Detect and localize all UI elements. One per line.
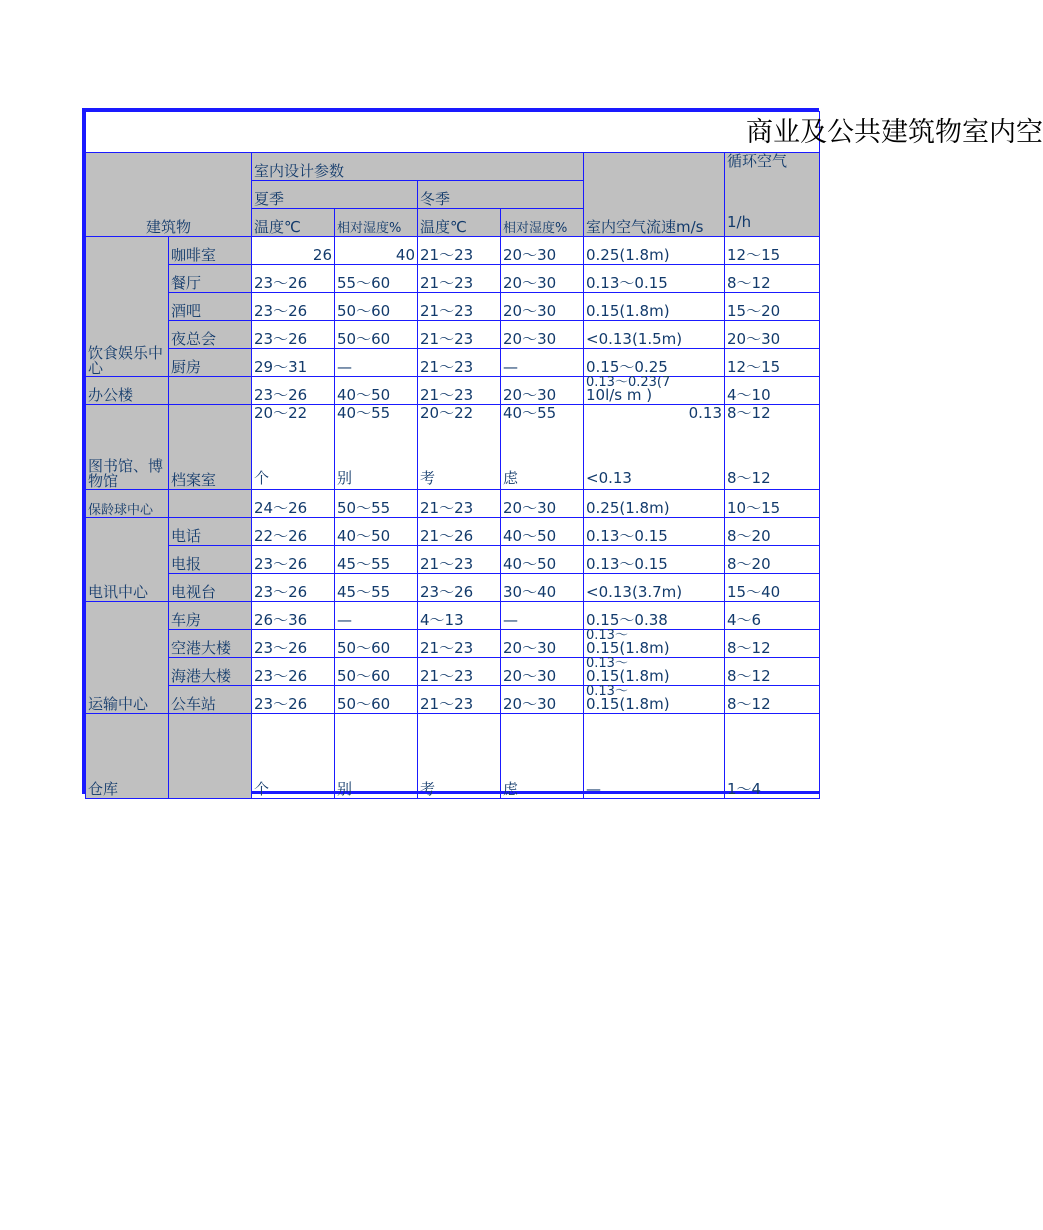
parameter-table: [85, 111, 1043, 799]
library-summer-temp: 20～22: [254, 404, 308, 422]
group-warehouse: 仓库: [86, 714, 169, 799]
archive-summer-temp: 个: [254, 469, 270, 487]
cell: <0.13(3.7m): [584, 574, 725, 602]
row-name: 咖啡室: [169, 237, 252, 265]
cell: —: [501, 349, 584, 377]
airflow-value: 0.15(1.8m): [586, 667, 670, 685]
table-row: [86, 630, 820, 658]
cell: 4～13: [418, 602, 501, 630]
cell: 50～60: [335, 321, 418, 349]
cell: 21～23: [418, 658, 501, 686]
cell: 21～23: [418, 265, 501, 293]
cell: 40～50: [335, 518, 418, 546]
table-title: 商业及公共建筑物室内空: [86, 112, 820, 153]
archive-summer-rh: 别: [337, 469, 353, 487]
archive-airflow: <0.13: [586, 469, 632, 487]
cell: 0.25(1.8m): [584, 237, 725, 265]
cell: 20～30: [501, 377, 584, 405]
table-row: [86, 714, 820, 799]
library-airflow: 0.13: [688, 404, 722, 422]
circulation-header: [725, 153, 820, 237]
cell: —: [501, 602, 584, 630]
cell: 22～26: [252, 518, 335, 546]
cell: —: [335, 349, 418, 377]
cell: 55～60: [335, 265, 418, 293]
winter-temp-header: 温度℃: [418, 209, 501, 237]
winter-rh-header: 相对湿度%: [501, 209, 584, 237]
cell: 8～20: [725, 546, 820, 574]
cell: 0.13～0.15: [584, 546, 725, 574]
cell: 0.25(1.8m): [584, 490, 725, 518]
cell: 8～12: [725, 630, 820, 658]
cell: 50～60: [335, 658, 418, 686]
archive-winter-rh: 虑: [503, 469, 519, 487]
cell: 21～23: [418, 686, 501, 714]
cell: 20～30: [501, 321, 584, 349]
group-dining: 饮食娱乐中心: [86, 237, 169, 377]
cell: 23～26: [252, 293, 335, 321]
cell: 20～30: [501, 658, 584, 686]
cell: [335, 405, 418, 490]
airflow-header: 室内空气流速m/s: [584, 153, 725, 237]
group-office: 办公楼: [86, 377, 169, 405]
airflow-value: 0.15(1.8m): [586, 639, 670, 657]
cell: 20～30: [501, 490, 584, 518]
cell: 21～23: [418, 293, 501, 321]
row-name: 电视台: [169, 574, 252, 602]
cell: 20～30: [501, 630, 584, 658]
building-header: 建筑物: [86, 153, 252, 237]
cell: 50～60: [335, 686, 418, 714]
spreadsheet: [82, 108, 1043, 798]
cell: 23～26: [418, 574, 501, 602]
cell: 21～23: [418, 630, 501, 658]
row-name: 电报: [169, 546, 252, 574]
cell: 21～23: [418, 546, 501, 574]
cell: 30～40: [501, 574, 584, 602]
table-row: [86, 686, 820, 714]
row-name: 空港大楼: [169, 630, 252, 658]
cell: 15～20: [725, 293, 820, 321]
row-name: 公车站: [169, 686, 252, 714]
row-name: 电话: [169, 518, 252, 546]
library-circulation: 8～12: [727, 404, 771, 422]
cell: [725, 405, 820, 490]
cell: 20～30: [501, 237, 584, 265]
table-row: [86, 574, 820, 602]
cell: 15～40: [725, 574, 820, 602]
table-row: [86, 293, 820, 321]
cell: 8～20: [725, 518, 820, 546]
cell: 20～30: [501, 265, 584, 293]
cell: 23～26: [252, 574, 335, 602]
cell: 21～23: [418, 237, 501, 265]
cell: 50～60: [335, 293, 418, 321]
airflow-overflow-text: 0.13～0.23(7: [586, 375, 671, 390]
archive-circulation: 8～12: [727, 469, 771, 487]
group-library: 图书馆、博物馆: [86, 405, 169, 490]
cell: 26～36: [252, 602, 335, 630]
cell: 12～15: [725, 349, 820, 377]
cell: [584, 405, 725, 490]
cell: 个: [252, 714, 335, 799]
cell: 别: [335, 714, 418, 799]
cell: [584, 658, 725, 686]
cell: 1～4: [725, 714, 820, 799]
table-row: [86, 265, 820, 293]
cell: [584, 686, 725, 714]
row-name: 车房: [169, 602, 252, 630]
cell: 21～26: [418, 518, 501, 546]
cell: 8～12: [725, 265, 820, 293]
design-params-header: 室内设计参数: [252, 153, 584, 181]
cell: 考: [418, 714, 501, 799]
cell: 21～23: [418, 349, 501, 377]
cell: 0.15(1.8m): [584, 293, 725, 321]
table-row: [86, 658, 820, 686]
airflow-value: 0.15(1.8m): [586, 695, 670, 713]
row-name: [169, 490, 252, 518]
cell: —: [584, 714, 725, 799]
cell: 50～60: [335, 630, 418, 658]
cell: 23～26: [252, 265, 335, 293]
row-name: [169, 714, 252, 799]
airflow-value: 10l/s m ): [586, 386, 653, 404]
cell: 29～31: [252, 349, 335, 377]
cell: 4～10: [725, 377, 820, 405]
cell: 20～30: [725, 321, 820, 349]
library-summer-rh: 40～55: [337, 404, 391, 422]
cell: 23～26: [252, 686, 335, 714]
cell: 24～26: [252, 490, 335, 518]
row-name: 餐厅: [169, 265, 252, 293]
cell: 23～26: [252, 630, 335, 658]
table-row: [86, 377, 820, 405]
cell: 45～55: [335, 546, 418, 574]
cell: 26: [252, 237, 335, 265]
cell: 40～50: [501, 518, 584, 546]
cell: 8～12: [725, 658, 820, 686]
cell: 0.13～0.15: [584, 518, 725, 546]
summer-header: 夏季: [252, 181, 418, 209]
table-row: [86, 321, 820, 349]
cell: [418, 405, 501, 490]
row-name: 夜总会: [169, 321, 252, 349]
cell: 4～6: [725, 602, 820, 630]
table-row: [86, 602, 820, 630]
cell: 40～50: [501, 546, 584, 574]
cell: 45～55: [335, 574, 418, 602]
cell: [584, 377, 725, 405]
table-row: [86, 490, 820, 518]
cell: 21～23: [418, 321, 501, 349]
cell: —: [335, 602, 418, 630]
cell: 0.13～0.15: [584, 265, 725, 293]
summer-rh-header: 相对湿度%: [335, 209, 418, 237]
cell: 23～26: [252, 321, 335, 349]
library-winter-rh: 40～55: [503, 404, 557, 422]
cell: 12～15: [725, 237, 820, 265]
cell: [584, 630, 725, 658]
circulation-label: 循环空气: [727, 152, 788, 170]
cell: 20～30: [501, 686, 584, 714]
airflow-overflow-text: 0.13～: [586, 628, 628, 643]
row-name: 海港大楼: [169, 658, 252, 686]
row-name: 厨房: [169, 349, 252, 377]
cell: 虑: [501, 714, 584, 799]
cell: 10～15: [725, 490, 820, 518]
row-name: 酒吧: [169, 293, 252, 321]
cell: 40: [335, 237, 418, 265]
cell: 50～55: [335, 490, 418, 518]
cell: 20～30: [501, 293, 584, 321]
circulation-unit: 1/h: [727, 213, 752, 231]
group-bowling: 保龄球中心: [86, 490, 169, 518]
library-winter-temp: 20～22: [420, 404, 474, 422]
table-row: [86, 237, 820, 265]
cell: 0.15～0.25: [584, 349, 725, 377]
cell: 40～50: [335, 377, 418, 405]
cell: <0.13(1.5m): [584, 321, 725, 349]
cell: 23～26: [252, 658, 335, 686]
row-name: 档案室: [169, 405, 252, 490]
table-row: [86, 349, 820, 377]
table-row: [86, 518, 820, 546]
cell: 21～23: [418, 377, 501, 405]
cell: 23～26: [252, 546, 335, 574]
airflow-overflow-text: 0.13～: [586, 684, 628, 699]
cell: [501, 405, 584, 490]
table-row: [86, 405, 820, 490]
cell: 8～12: [725, 686, 820, 714]
group-transport: 运输中心: [86, 602, 169, 714]
airflow-overflow-text: 0.13～: [586, 656, 628, 671]
table-row: [86, 546, 820, 574]
cell: 0.15～0.38: [584, 602, 725, 630]
archive-winter-temp: 考: [420, 469, 436, 487]
winter-header: 冬季: [418, 181, 584, 209]
cell: 23～26: [252, 377, 335, 405]
cell: 21～23: [418, 490, 501, 518]
cell: [252, 405, 335, 490]
summer-temp-header: 温度℃: [252, 209, 335, 237]
row-name: [169, 377, 252, 405]
group-telecom: 电讯中心: [86, 518, 169, 602]
